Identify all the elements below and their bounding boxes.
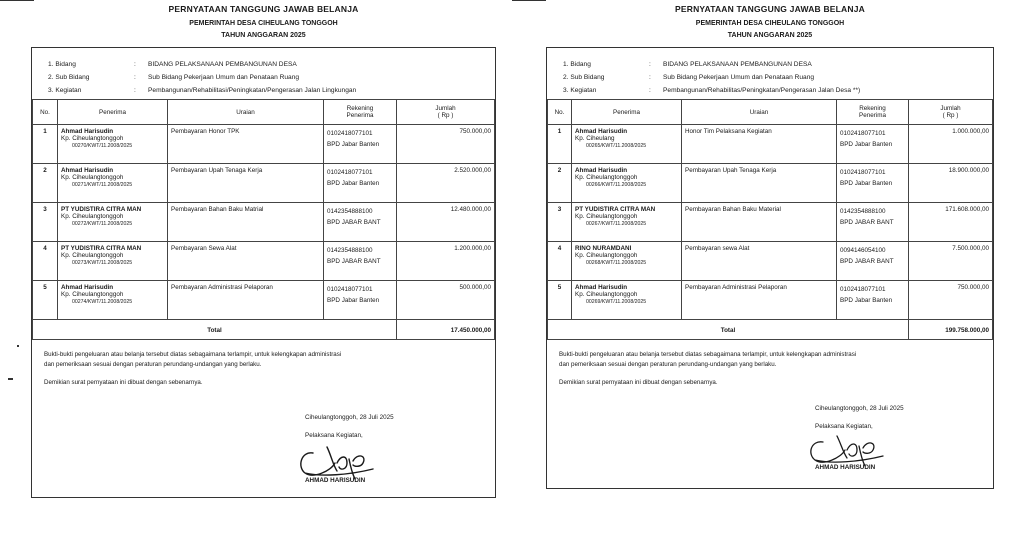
signer-name: AHMAD HARISUDIN xyxy=(305,477,366,484)
col-header-penerima: Penerima xyxy=(58,100,168,125)
receipt-number: 00266/KWT/11.2008/2025 xyxy=(586,182,647,188)
meta-block xyxy=(32,48,495,97)
recipient-address: Kp. Ciheulangtonggoh xyxy=(61,252,124,259)
account-number: 0102418077101 xyxy=(840,130,886,137)
row-penerima xyxy=(572,203,682,242)
receipt-number: 00270/KWT/11.2008/2025 xyxy=(72,143,133,149)
fiscal-year: TAHUN ANGGARAN 2025 xyxy=(727,32,813,39)
recipient-name: Ahmad Harisudin xyxy=(61,128,114,135)
recipient-address: Kp. Ciheulangtonggoh xyxy=(61,174,124,181)
row-jumlah: 2.520.000,00 xyxy=(397,164,495,203)
row-penerima xyxy=(58,125,168,164)
row-uraian: Pembayaran sewa Alat xyxy=(682,242,837,281)
receipt-number: 00271/KWT/11.2008/2025 xyxy=(72,182,133,188)
statement-line-1: Bukti-bukti pengeluaran atau belanja tersebut diatas sebagaimana terlampir, untuk kelengkapan administrasi xyxy=(44,351,342,358)
row-uraian: Pembayaran Administrasi Pelaporan xyxy=(168,281,324,320)
col-header-jumlah xyxy=(397,100,495,125)
expense-table xyxy=(32,99,495,340)
receipt-number: 00268/KWT/11.2008/2025 xyxy=(586,260,647,266)
row-penerima xyxy=(58,203,168,242)
meta-row xyxy=(48,71,495,84)
row-no: 1 xyxy=(548,125,572,164)
bank-name: BPD Jabar Banten xyxy=(327,141,380,148)
account-number: 0102418077101 xyxy=(327,169,373,176)
meta-value: BIDANG PELAKSANAAN PEMBANGUNAN DESA xyxy=(148,61,297,68)
meta-block xyxy=(547,48,993,97)
row-penerima xyxy=(58,281,168,320)
row-uraian: Pembayaran Administrasi Pelaporan xyxy=(682,281,837,320)
table-header-row xyxy=(548,100,993,125)
row-no: 2 xyxy=(548,164,572,203)
col-header-rekening xyxy=(324,100,397,125)
row-penerima xyxy=(58,164,168,203)
col-header-rekening-line1: Rekening xyxy=(346,105,374,112)
table-row xyxy=(33,203,495,242)
scan-speck xyxy=(8,378,13,380)
row-no: 5 xyxy=(33,281,58,320)
meta-label: 3. Kegiatan xyxy=(563,87,597,94)
meta-label: 1. Bidang xyxy=(563,61,591,68)
meta-colon: : xyxy=(134,61,136,68)
table-row xyxy=(33,164,495,203)
row-rekening xyxy=(324,125,397,164)
meta-colon: : xyxy=(134,87,136,94)
row-no: 2 xyxy=(33,164,58,203)
receipt-number: 00274/KWT/11.2008/2025 xyxy=(72,299,133,305)
meta-row xyxy=(563,71,993,84)
scan-edge-mark xyxy=(512,0,546,1)
row-uraian: Pembayaran Upah Tenaga Kerja xyxy=(682,164,837,203)
row-jumlah: 1.200.000,00 xyxy=(397,242,495,281)
col-header-penerima: Penerima xyxy=(572,100,682,125)
document-subtitle: PEMERINTAH DESA CIHEULANG TONGGOH xyxy=(189,20,338,27)
recipient-name: Ahmad Harisudin xyxy=(575,128,628,135)
table-row xyxy=(548,203,993,242)
place-date: Ciheulangtonggoh, 28 Juli 2025 xyxy=(815,405,904,412)
row-jumlah: 12.480.000,00 xyxy=(397,203,495,242)
account-number: 0142354888100 xyxy=(327,208,373,215)
fiscal-year: TAHUN ANGGARAN 2025 xyxy=(221,32,306,39)
signer-name: AHMAD HARISUDIN xyxy=(815,464,876,471)
meta-value: BIDANG PELAKSANAAN PEMBANGUNAN DESA xyxy=(663,61,812,68)
statement-block xyxy=(547,350,993,388)
meta-label: 2. Sub Bidang xyxy=(563,74,605,81)
closing-text: Demikian surat pernyataan ini dibuat dengan sebenarnya. xyxy=(559,379,718,386)
recipient-name: PT YUDISTIRA CITRA MAN xyxy=(575,206,656,213)
row-penerima xyxy=(572,281,682,320)
meta-value: Sub Bidang Pekerjaan Umum dan Penataan Ruang xyxy=(663,74,815,81)
account-number: 0142354888100 xyxy=(327,247,373,254)
col-header-uraian: Uraian xyxy=(682,100,837,125)
recipient-address: Kp. Ciheulangtonggoh xyxy=(575,252,638,259)
col-header-no: No. xyxy=(548,100,572,125)
place-date: Ciheulangtonggoh, 28 Juli 2025 xyxy=(305,414,394,421)
recipient-address: Kp. Ciheulangtonggoh xyxy=(61,213,124,220)
recipient-address: Kp. Ciheulangtonggoh xyxy=(575,174,638,181)
table-total-row xyxy=(548,320,993,340)
row-penerima xyxy=(58,242,168,281)
receipt-number: 00272/KWT/11.2008/2025 xyxy=(72,221,133,227)
meta-row xyxy=(563,84,993,97)
row-rekening xyxy=(837,281,909,320)
meta-colon: : xyxy=(649,74,651,81)
row-no: 3 xyxy=(33,203,58,242)
recipient-address: Kp. Ciheulangtonggoh xyxy=(575,213,638,220)
statement-block xyxy=(32,350,495,388)
receipt-number: 00269/KWT/11.2008/2025 xyxy=(586,299,647,305)
recipient-name: PT YUDISTIRA CITRA MAN xyxy=(61,206,142,213)
row-rekening xyxy=(324,242,397,281)
col-header-jumlah xyxy=(909,100,993,125)
scan-speck xyxy=(17,345,19,347)
row-rekening xyxy=(324,203,397,242)
document-frame xyxy=(546,47,994,489)
closing-text: Demikian surat pernyataan ini dibuat dengan sebenarnya. xyxy=(44,379,203,386)
signer-role: Pelaksana Kegiatan, xyxy=(815,423,873,430)
meta-row xyxy=(48,84,495,97)
statement-line-2: dan pemeriksaan sesuai dengan peraturan perundang-undangan yang berlaku. xyxy=(44,361,262,368)
signer-role: Pelaksana Kegiatan, xyxy=(305,432,363,439)
total-amount: 199.758.000,00 xyxy=(909,320,993,340)
recipient-name: Ahmad Harisudin xyxy=(575,167,628,174)
account-number: 0102418077101 xyxy=(840,169,886,176)
recipient-address: Kp. Ciheulangtonggoh xyxy=(61,135,124,142)
receipt-number: 00265/KWT/11.2008/2025 xyxy=(586,143,647,149)
row-rekening xyxy=(837,125,909,164)
row-no: 4 xyxy=(548,242,572,281)
bank-name: BPD JABAR BANT xyxy=(840,219,894,226)
handwritten-signature xyxy=(801,432,891,468)
row-no: 3 xyxy=(548,203,572,242)
bank-name: BPD Jabar Banten xyxy=(840,141,893,148)
col-header-jumlah-line2: ( Rp ) xyxy=(437,112,454,119)
handwritten-signature xyxy=(291,441,381,481)
bank-name: BPD Jabar Banten xyxy=(840,297,893,304)
recipient-address: Kp. Ciheulangtonggoh xyxy=(61,291,124,298)
bank-name: BPD Jabar Banten xyxy=(327,180,380,187)
document-right xyxy=(546,0,994,536)
document-title: PERNYATAAN TANGGUNG JAWAB BELANJA xyxy=(168,4,359,14)
row-no: 4 xyxy=(33,242,58,281)
table-header-row xyxy=(33,100,495,125)
document-header xyxy=(546,4,994,39)
col-header-no: No. xyxy=(33,100,58,125)
row-rekening xyxy=(324,281,397,320)
document-frame xyxy=(31,47,496,498)
col-header-jumlah-line1: Jumlah xyxy=(435,105,456,112)
col-header-uraian: Uraian xyxy=(168,100,324,125)
meta-label: 2. Sub Bidang xyxy=(48,74,90,81)
document-subtitle: PEMERINTAH DESA CIHEULANG TONGGOH xyxy=(695,20,845,27)
meta-colon: : xyxy=(134,74,136,81)
table-row xyxy=(33,281,495,320)
meta-row xyxy=(48,58,495,71)
meta-value: Sub Bidang Pekerjaan Umum dan Penataan Ruang xyxy=(148,74,300,81)
row-jumlah: 18.900.000,00 xyxy=(909,164,993,203)
scan-edge-mark xyxy=(0,0,34,1)
table-row xyxy=(33,242,495,281)
col-header-rekening-line1: Rekening xyxy=(859,105,886,112)
account-number: 0102418077101 xyxy=(840,286,886,293)
bank-name: BPD Jabar Banten xyxy=(327,297,380,304)
receipt-number: 00273/KWT/11.2008/2025 xyxy=(72,260,133,266)
receipt-number: 00267/KWT/11.2008/2025 xyxy=(586,221,647,227)
row-rekening xyxy=(324,164,397,203)
row-rekening xyxy=(837,164,909,203)
row-jumlah: 750.000,00 xyxy=(909,281,993,320)
row-uraian: Pembayaran Sewa Alat xyxy=(168,242,324,281)
document-left xyxy=(31,0,496,536)
recipient-name: Ahmad Harisudin xyxy=(61,284,114,291)
col-header-rekening xyxy=(837,100,909,125)
row-penerima xyxy=(572,242,682,281)
row-uraian: Honor Tim Pelaksana Kegiatan xyxy=(682,125,837,164)
recipient-address: Kp. Ciheulangtonggoh xyxy=(575,291,638,298)
row-jumlah: 500.000,00 xyxy=(397,281,495,320)
table-row xyxy=(548,281,993,320)
document-header xyxy=(31,4,496,39)
statement-text xyxy=(44,350,483,370)
recipient-name: RINO NURAMDANI xyxy=(575,245,632,252)
total-label: Total xyxy=(33,320,397,340)
bank-name: BPD JABAR BANT xyxy=(840,258,894,265)
bank-name: BPD JABAR BANT xyxy=(327,258,381,265)
recipient-name: PT YUDISTIRA CITRA MAN xyxy=(61,245,142,252)
row-penerima xyxy=(572,164,682,203)
statement-line-1: Bukti-bukti pengeluaran atau belanja tersebut diatas sebagaimana terlampir, untuk kelengkapan administrasi xyxy=(559,351,857,358)
table-total-row xyxy=(33,320,495,340)
row-jumlah: 7.500.000,00 xyxy=(909,242,993,281)
account-number: 0142354888100 xyxy=(840,208,886,215)
meta-row xyxy=(563,58,993,71)
meta-label: 1. Bidang xyxy=(48,61,76,68)
recipient-address: Kp. Ciheulang xyxy=(575,135,615,142)
account-number: 0102418077101 xyxy=(327,286,373,293)
row-jumlah: 750.000,00 xyxy=(397,125,495,164)
row-jumlah: 171.608.000,00 xyxy=(909,203,993,242)
recipient-name: Ahmad Harisudin xyxy=(61,167,114,174)
bank-name: BPD JABAR BANT xyxy=(327,219,381,226)
meta-colon: : xyxy=(649,87,651,94)
col-header-jumlah-line2: ( Rp ) xyxy=(942,112,959,119)
signature-block xyxy=(815,405,904,471)
statement-text xyxy=(559,350,981,370)
signature-block xyxy=(305,414,394,484)
col-header-rekening-line2: Penerima xyxy=(859,112,886,119)
row-uraian: Pembayaran Upah Tenaga Kerja xyxy=(168,164,324,203)
row-no: 5 xyxy=(548,281,572,320)
account-number: 0094146054100 xyxy=(840,247,886,254)
expense-table xyxy=(547,99,993,340)
row-rekening xyxy=(837,242,909,281)
recipient-name: Ahmad Harisudin xyxy=(575,284,628,291)
row-uraian: Pembayaran Bahan Baku Matrial xyxy=(168,203,324,242)
meta-label: 3. Kegiatan xyxy=(48,87,82,94)
meta-value: Pembangunan/Rehabilitasi/Peningkatan/Pengerasan Jalan Lingkungan xyxy=(148,87,357,94)
row-uraian: Pembayaran Honor TPK xyxy=(168,125,324,164)
row-penerima xyxy=(572,125,682,164)
meta-colon: : xyxy=(649,61,651,68)
table-row xyxy=(548,164,993,203)
total-amount: 17.450.000,00 xyxy=(397,320,495,340)
col-header-jumlah-line1: Jumlah xyxy=(940,105,961,112)
total-label: Total xyxy=(548,320,909,340)
col-header-rekening-line2: Penerima xyxy=(346,112,374,119)
bank-name: BPD Jabar Banten xyxy=(840,180,893,187)
row-rekening xyxy=(837,203,909,242)
row-uraian: Pembayaran Bahan Baku Material xyxy=(682,203,837,242)
table-row xyxy=(33,125,495,164)
row-jumlah: 1.000.000,00 xyxy=(909,125,993,164)
account-number: 0102418077101 xyxy=(327,130,373,137)
row-no: 1 xyxy=(33,125,58,164)
table-row xyxy=(548,125,993,164)
document-title: PERNYATAAN TANGGUNG JAWAB BELANJA xyxy=(675,4,865,14)
meta-value: Pembangunan/Rehabilitas/Peningkatan/Pengerasan Jalan Desa **) xyxy=(663,87,861,94)
table-row xyxy=(548,242,993,281)
statement-line-2: dan pemeriksaan sesuai dengan peraturan perundang-undangan yang berlaku. xyxy=(559,361,777,368)
